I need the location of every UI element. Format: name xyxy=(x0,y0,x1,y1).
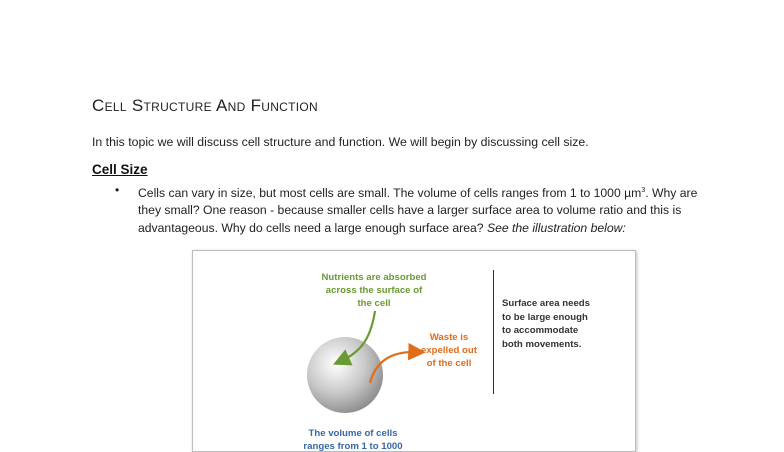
volume-label: The volume of cells ranges from 1 to 1000 xyxy=(303,428,403,452)
bullet-superscript: 3 xyxy=(641,187,646,194)
bullet-italic-tail: See the illustration below: xyxy=(486,220,626,235)
page-title: Cell Structure And Function xyxy=(92,96,319,115)
bracket-divider xyxy=(489,270,494,394)
bullet-text-part1: Cells can vary in size, but most cells are small. The volume of cells ranges from 1 to 1000 µm xyxy=(138,186,642,201)
cell-illustration-figure xyxy=(192,250,636,452)
waste-label: Waste is expelled out of the cell xyxy=(421,332,477,370)
nutrients-label: Nutrients are absorbed across the surface of the cell xyxy=(321,272,427,310)
bullet-marker: • xyxy=(115,183,120,197)
bullet-text-part2: . Why are they small? One reason - because smaller cells have a larger surface area to volume ratio and this is advantageous. Why do cells need a large enough surface area? xyxy=(138,186,698,235)
bullet-paragraph xyxy=(138,182,698,237)
intro-paragraph: In this topic we will discuss cell structure and function. We will begin by discussing cell size. xyxy=(92,135,589,149)
section-heading-cell-size: Cell Size xyxy=(92,162,148,177)
surface-area-note: Surface area needs to be large enough to accommodate both movements. xyxy=(502,298,590,350)
